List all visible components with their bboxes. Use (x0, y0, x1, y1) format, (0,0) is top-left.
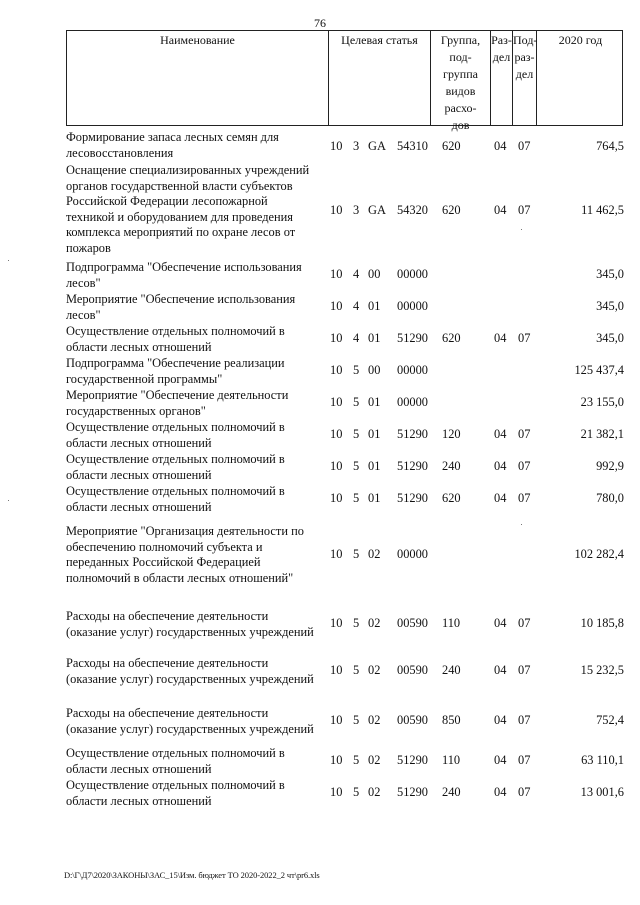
target-code-2: 5 (353, 616, 360, 630)
expense-group: 120 (442, 427, 461, 441)
section: 04 (494, 713, 507, 727)
target-code-2: 4 (353, 267, 360, 281)
target-code-4: 00590 (397, 663, 428, 677)
target-code-3: 00 (368, 267, 381, 281)
table-row (66, 778, 626, 810)
target-code-1: 10 (330, 395, 343, 409)
section: 04 (494, 427, 507, 441)
target-code-4: 00000 (397, 267, 428, 281)
section: 04 (494, 459, 507, 473)
target-code-2: 4 (353, 331, 360, 345)
target-code-1: 10 (330, 299, 343, 313)
row-name: Подпрограмма "Обеспечение использования лесов" (66, 260, 302, 290)
header-name: Наименование (67, 31, 329, 125)
target-code-1: 10 (330, 753, 343, 767)
section: 04 (494, 331, 507, 345)
target-code-3: 01 (368, 395, 381, 409)
subsection: 07 (518, 331, 531, 345)
scan-speck (8, 500, 9, 501)
target-code-1: 10 (330, 427, 343, 441)
expense-group: 620 (442, 139, 461, 153)
row-name: Мероприятие "Обеспечение деятельности государственных органов" (66, 388, 289, 418)
subsection: 07 (518, 663, 531, 677)
row-name: Мероприятие "Обеспечение использования лесов" (66, 292, 296, 322)
target-code-4: 00000 (397, 395, 428, 409)
target-code-2: 3 (353, 139, 360, 153)
target-code-3: 00 (368, 363, 381, 377)
table-row (66, 484, 626, 524)
row-name: Расходы на обеспечение деятельности (оказание услуг) государственных учреждений (66, 609, 314, 639)
target-code-2: 5 (353, 547, 360, 561)
target-code-2: 5 (353, 395, 360, 409)
target-code-2: 5 (353, 663, 360, 677)
target-code-2: 5 (353, 713, 360, 727)
table-row (66, 292, 626, 324)
target-code-4: 00000 (397, 547, 428, 561)
table-row (66, 650, 626, 700)
target-code-3: 02 (368, 663, 381, 677)
target-code-4: 00590 (397, 616, 428, 630)
target-code-2: 5 (353, 753, 360, 767)
header-year: 2020 год (558, 33, 603, 47)
target-code-4: 51290 (397, 459, 428, 473)
target-code-4: 51290 (397, 785, 428, 799)
target-code-1: 10 (330, 616, 343, 630)
header-section: Раз- дел (491, 31, 513, 125)
row-name: Осуществление отдельных полномочий в области лесных отношений (66, 484, 285, 514)
target-code-4: 51290 (397, 491, 428, 505)
row-name: Расходы на обеспечение деятельности (оказание услуг) государственных учреждений (66, 656, 314, 686)
amount: 345,0 (596, 331, 624, 345)
target-code-1: 10 (330, 491, 343, 505)
header-subsection: Под- раз- дел (513, 31, 537, 125)
table-row (66, 700, 626, 746)
table-row (66, 524, 626, 602)
amount: 23 155,0 (580, 395, 624, 409)
target-code-3: 02 (368, 713, 381, 727)
row-name: Подпрограмма "Обеспечение реализации государственной программы" (66, 356, 285, 386)
expense-group: 110 (442, 616, 461, 630)
table-row (66, 260, 626, 292)
subsection: 07 (518, 203, 531, 217)
target-code-4: 51290 (397, 331, 428, 345)
target-code-1: 10 (330, 713, 343, 727)
amount: 102 282,4 (574, 547, 624, 561)
section: 04 (494, 616, 507, 630)
row-name: Осуществление отдельных полномочий в области лесных отношений (66, 324, 285, 354)
table-row (66, 452, 626, 484)
target-code-3: 01 (368, 491, 381, 505)
subsection: 07 (518, 713, 531, 727)
target-code-2: 5 (353, 363, 360, 377)
table-row (66, 388, 626, 420)
table-row (66, 746, 626, 778)
row-name: Осуществление отдельных полномочий в области лесных отношений (66, 778, 285, 808)
table-body (66, 130, 626, 810)
expense-group: 620 (442, 491, 461, 505)
target-code-1: 10 (330, 203, 343, 217)
target-code-2: 4 (353, 299, 360, 313)
target-code-3: 01 (368, 299, 381, 313)
target-code-1: 10 (330, 267, 343, 281)
table-row (66, 420, 626, 452)
expense-group: 620 (442, 203, 461, 217)
target-code-4: 00590 (397, 713, 428, 727)
section: 04 (494, 663, 507, 677)
target-code-1: 10 (330, 139, 343, 153)
amount: 345,0 (596, 267, 624, 281)
amount: 10 185,8 (580, 616, 624, 630)
target-code-3: 01 (368, 427, 381, 441)
scan-speck (8, 260, 9, 261)
target-code-1: 10 (330, 547, 343, 561)
header-expense-group: Группа, под- группа видов расхо- дов (431, 31, 491, 125)
expense-group: 240 (442, 785, 461, 799)
table-row (66, 130, 626, 163)
subsection: 07 (518, 139, 531, 153)
amount: 764,5 (596, 139, 624, 153)
expense-group: 620 (442, 331, 461, 345)
expense-group: 240 (442, 663, 461, 677)
table-row (66, 324, 626, 356)
target-code-1: 10 (330, 459, 343, 473)
header-target-article: Целевая статья (329, 31, 431, 125)
section: 04 (494, 753, 507, 767)
target-code-3: 01 (368, 331, 381, 345)
subsection: 07 (518, 491, 531, 505)
amount: 13 001,6 (580, 785, 624, 799)
amount: 992,9 (596, 459, 624, 473)
target-code-4: 00000 (397, 299, 428, 313)
subsection: 07 (518, 427, 531, 441)
target-code-3: GA (368, 203, 386, 217)
row-name: Осуществление отдельных полномочий в области лесных отношений (66, 452, 285, 482)
target-code-1: 10 (330, 363, 343, 377)
target-code-2: 5 (353, 491, 360, 505)
amount: 21 382,1 (580, 427, 624, 441)
scan-speck (521, 229, 522, 230)
target-code-2: 5 (353, 459, 360, 473)
target-code-3: GA (368, 139, 386, 153)
target-code-1: 10 (330, 331, 343, 345)
amount: 780,0 (596, 491, 624, 505)
target-code-3: 02 (368, 616, 381, 630)
target-code-4: 54310 (397, 139, 428, 153)
row-name: Осуществление отдельных полномочий в области лесных отношений (66, 746, 285, 776)
target-code-1: 10 (330, 663, 343, 677)
page-number: 76 (314, 16, 326, 30)
table-row (66, 356, 626, 388)
expense-group: 240 (442, 459, 461, 473)
target-code-3: 02 (368, 753, 381, 767)
target-code-4: 54320 (397, 203, 428, 217)
section: 04 (494, 491, 507, 505)
amount: 15 232,5 (580, 663, 624, 677)
row-name: Формирование запаса лесных семян для лесовосстановления (66, 130, 279, 160)
target-code-4: 51290 (397, 753, 428, 767)
subsection: 07 (518, 459, 531, 473)
expense-group: 110 (442, 753, 461, 767)
row-name: Осуществление отдельных полномочий в области лесных отношений (66, 420, 285, 450)
target-code-2: 5 (353, 427, 360, 441)
scan-speck (521, 524, 522, 525)
section: 04 (494, 785, 507, 799)
target-code-1: 10 (330, 785, 343, 799)
target-code-3: 02 (368, 547, 381, 561)
row-name: Мероприятие "Организация деятельности по обеспечению полномочий субъекта и переданных Российской Федерацией полномочий в области лесных отношений" (66, 524, 304, 585)
file-path-footer: D:\Г\Д7\2020\ЗАКОНЫ\ЗАС_15\Изм. бюджет ТО 2020-2022_2 чт\pr6.xls (64, 870, 320, 880)
target-code-2: 3 (353, 203, 360, 217)
target-code-3: 01 (368, 459, 381, 473)
target-code-4: 51290 (397, 427, 428, 441)
amount: 11 462,5 (581, 203, 624, 217)
target-code-4: 00000 (397, 363, 428, 377)
table-header (66, 30, 623, 132)
row-name: Оснащение специализированных учреждений органов государственной власти субъектов Российской Федерации лесопожарной техникой и оборудованием для проведения комплекса мероприятий по охране лесов от пожаров (66, 163, 310, 255)
amount: 752,4 (596, 713, 624, 727)
section: 04 (494, 203, 507, 217)
table-row (66, 602, 626, 650)
section: 04 (494, 139, 507, 153)
amount: 63 110,1 (581, 753, 624, 767)
subsection: 07 (518, 785, 531, 799)
subsection: 07 (518, 753, 531, 767)
target-code-2: 5 (353, 785, 360, 799)
amount: 125 437,4 (574, 363, 624, 377)
amount: 345,0 (596, 299, 624, 313)
row-name: Расходы на обеспечение деятельности (оказание услуг) государственных учреждений (66, 706, 314, 736)
target-code-3: 02 (368, 785, 381, 799)
table-row (66, 163, 626, 260)
expense-group: 850 (442, 713, 461, 727)
subsection: 07 (518, 616, 531, 630)
